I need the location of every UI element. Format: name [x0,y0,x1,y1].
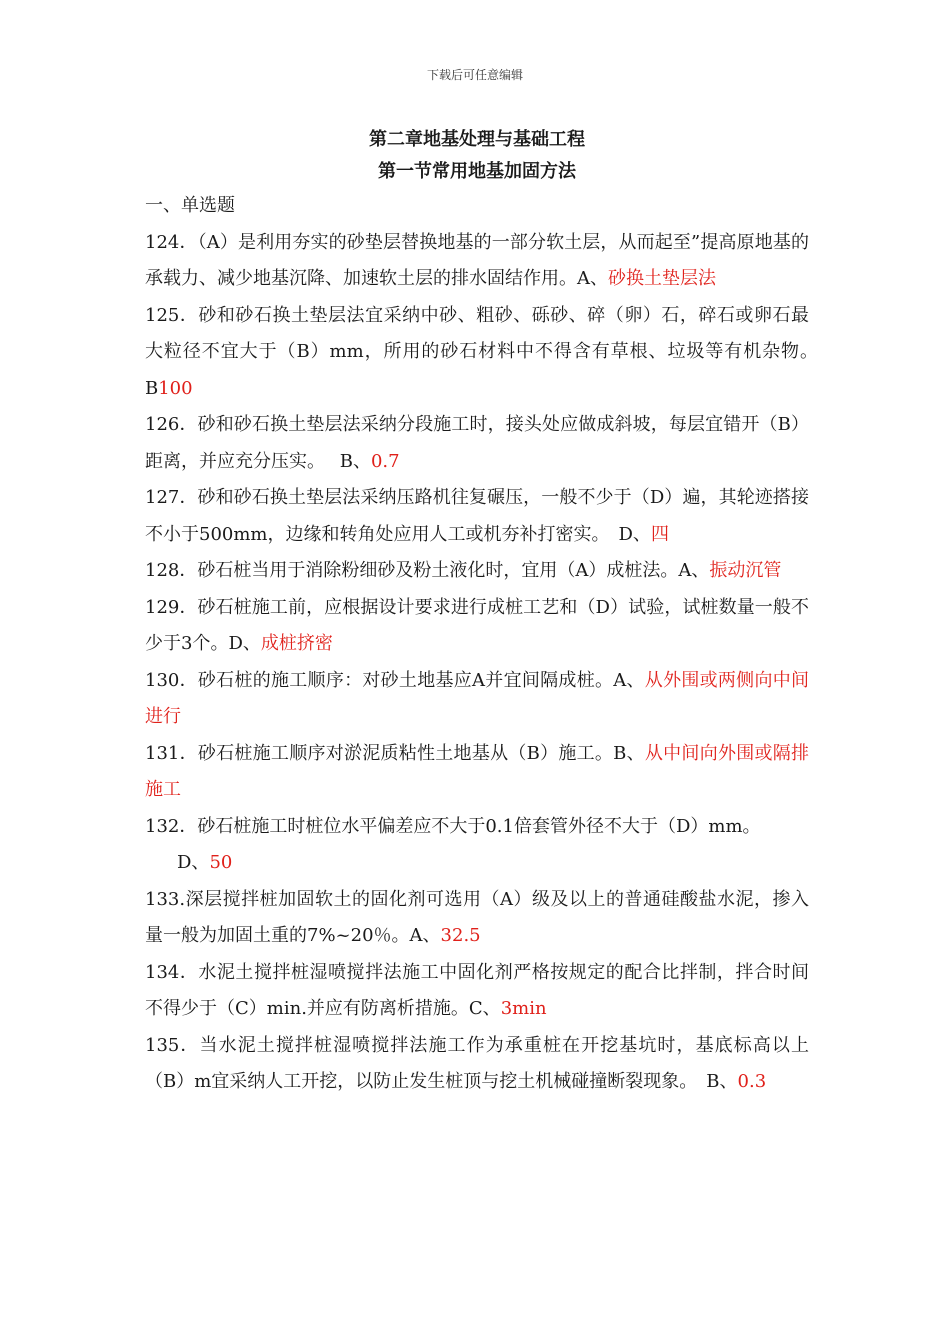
question-text: 127．砂和砂石换土垫层法采纳压路机往复碾压，一般不少于（D）遍，其轮迹搭接不小于500mm，边缘和转角处应用人工或机夯补打密实。 D、 [145,487,809,545]
answer-text: 振动沉管 [709,560,782,581]
answer-text: 0.3 [737,1071,767,1092]
question-item [145,480,809,553]
question-item [145,225,809,298]
question-item [145,736,809,809]
answer-text: 100 [158,377,193,399]
chapter-title: 第二章地基处理与基础工程 [369,129,585,150]
document-body [145,124,833,1101]
question-text: 130．砂石桩的施工顺序：对砂土地基应A并宜间隔成桩。A、 [145,669,645,691]
question-answer-line [145,845,809,882]
question-item [145,407,809,480]
question-text: 129．砂石桩施工前，应根据设计要求进行成桩工艺和（D）试验，试桩数量一般不少于3个。D、 [145,596,809,654]
page-header: 下载后可任意编辑 [426,68,523,82]
question-item [145,663,809,736]
answer-text: 砂换土垫层法 [608,268,716,289]
question-item [145,553,809,590]
question-text: 126．砂和砂石换土垫层法采纳分段施工时，接头处应做成斜坡，每层宜错开（B）距离，并应充分压实。 B、 [145,414,809,472]
question-item [145,590,809,663]
question-text: 125．砂和砂石换土垫层法宜采纳中砂、粗砂、砾砂、碎（卵）石，碎石或卵石最大粒径不宜大于（B）mm，所用的砂石材料中不得含有草根、垃圾等有机杂物。 B [145,304,833,399]
question-text: D、 [177,852,210,873]
question-item [145,298,833,408]
question-item [145,882,809,955]
question-text: 128．砂石桩当用于消除粉细砂及粉土液化时，宜用（A）成桩法。A、 [145,560,710,581]
question-item [145,1028,809,1101]
question-text: 133.深层搅拌桩加固软土的固化剂可选用（A）级及以上的普通硅酸盐水泥，掺入量一般为加固土重的7%~20％。A、 [145,888,809,946]
part-heading: 一、单选题 [145,195,235,216]
answer-text: 50 [209,852,233,873]
question-text: 135．当水泥土搅拌桩湿喷搅拌法施工作为承重桩在开挖基坑时，基底标高以上（B）m宜采纳人工开挖，以防止发生桩顶与挖土机械碰撞断裂现象。 B、 [145,1034,809,1092]
question-text: 132．砂石桩施工时桩位水平偏差应不大于0.1倍套管外径不大于（D）mm。 [145,815,761,837]
question-text: 131．砂石桩施工顺序对淤泥质粘性土地基从（B）施工。B、 [145,742,645,764]
question-text: 134．水泥土搅拌桩湿喷搅拌法施工中固化剂严格按规定的配合比拌制，拌合时间不得少于（C）min.并应有防离析措施。C、 [145,961,809,1019]
answer-text: 成桩挤密 [260,633,333,654]
answer-text: 四 [650,523,669,545]
answer-text: 从外围或两侧向中间进行 [145,669,809,727]
question-item [145,955,809,1028]
question-item [145,809,809,846]
answer-text: 0.7 [370,450,400,472]
section-title: 第一节常用地基加固方法 [378,161,576,182]
answer-text: 从中间向外围或隔排施工 [145,742,810,800]
answer-text: 3min [500,998,547,1019]
question-text: 124．（A）是利用夯实的砂垫层替换地基的一部分软土层，从而起至”提高原地基的承载力、减少地基沉降、加速软土层的排水固结作用。A、 [145,231,809,289]
answer-text: 32.5 [440,925,481,946]
